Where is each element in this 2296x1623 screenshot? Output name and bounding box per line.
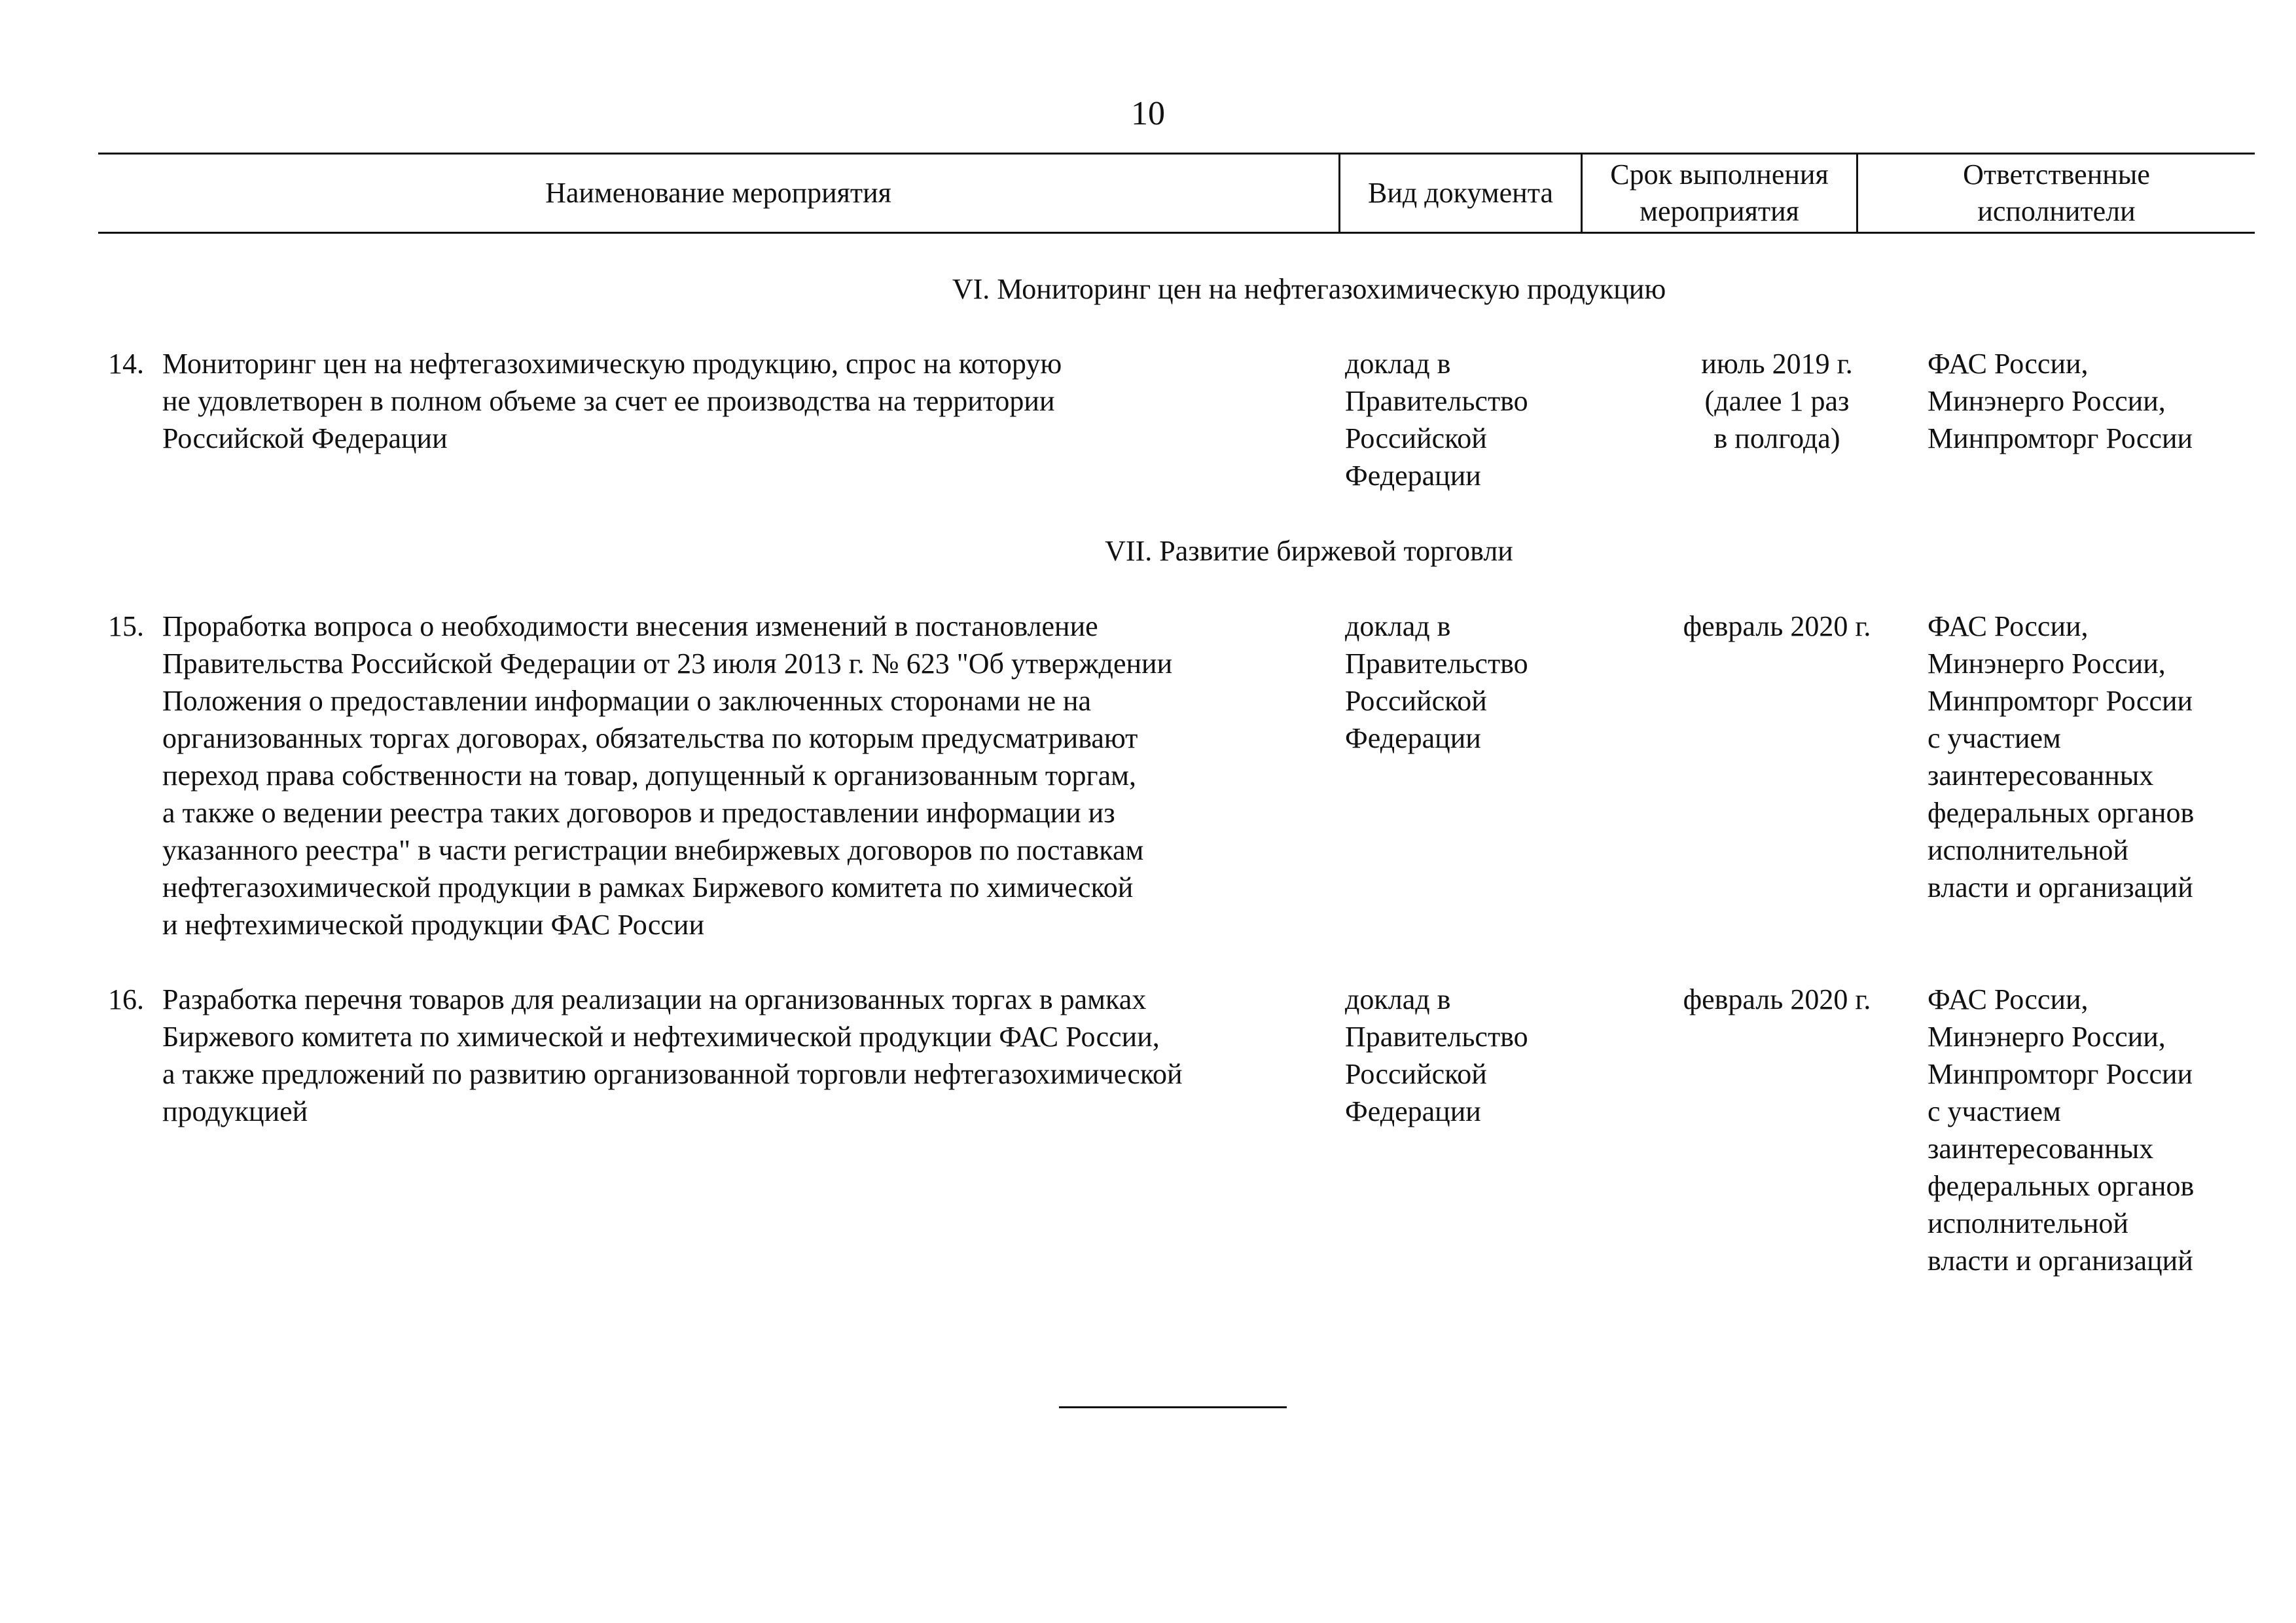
header-term-column: Срок выполнения мероприятия xyxy=(1610,158,1829,227)
section-title-vii: VII. Развитие биржевой торговли xyxy=(1105,535,1513,567)
row-number: 16. xyxy=(108,983,144,1015)
section-title-vi: VI. Мониторинг цен на нефтегазохимическую продукцию xyxy=(952,273,1666,305)
page-number: 10 xyxy=(1131,95,1165,132)
row-executors: ФАС России, Минэнерго России, Минпромторг России xyxy=(1928,348,2193,454)
row-document-type: доклад в Правительство Российской Федерации xyxy=(1345,610,1528,754)
row-document-type: доклад в Правительство Российской Федерации xyxy=(1345,348,1528,492)
row-number: 15. xyxy=(108,610,144,642)
end-of-document-rule xyxy=(1059,1406,1287,1408)
row-name: Мониторинг цен на нефтегазохимическую продукцию, спрос на которую не удовлетворен в полном объеме за счет ее производства на территории Российской Федерации xyxy=(162,348,1062,454)
row-name: Разработка перечня товаров для реализации на организованных торгах в рамках Биржевого комитета по химической и нефтехимической продукции ФАС России, а также предложений по развитию организованной торговли нефтегазохимической продукцией xyxy=(162,983,1183,1127)
header-doc-column: Вид документа xyxy=(1367,177,1554,209)
row-term: февраль 2020 г. xyxy=(1683,983,1871,1015)
row-document-type: доклад в Правительство Российской Федерации xyxy=(1345,983,1528,1127)
row-executors: ФАС России, Минэнерго России, Минпромторг России с участием заинтересованных федеральных органов исполнительной власти и организаций xyxy=(1928,983,2195,1277)
row-term: июль 2019 г. (далее 1 раз в полгода) xyxy=(1701,348,1853,454)
row-term: февраль 2020 г. xyxy=(1683,610,1871,642)
table-header xyxy=(98,153,2255,234)
header-exec-column: Ответственные исполнители xyxy=(1963,158,2150,227)
row-name: Проработка вопроса о необходимости внесения изменений в постановление Правительства Российской Федерации от 23 июля 2013 г. № 623 "Об утверждении Положения о предоставлении информации о заключенных сторонами не на организованных торгах договорах, обязательства по которым предусматривают переход права собственности на товар, допущенный к организованным торгам, а также о ведении реестра таких договоров и предоставлении информации из указанного реестра" в части регистрации внебиржевых договоров по поставкам нефтегазохимической продукции в рамках Биржевого комитета по химической и нефтехимической продукции ФАС России xyxy=(162,610,1173,941)
row-number: 14. xyxy=(108,348,144,380)
row-executors: ФАС России, Минэнерго России, Минпромторг России с участием заинтересованных федеральных органов исполнительной власти и организаций xyxy=(1928,610,2195,903)
header-name-column: Наименование мероприятия xyxy=(545,177,891,209)
